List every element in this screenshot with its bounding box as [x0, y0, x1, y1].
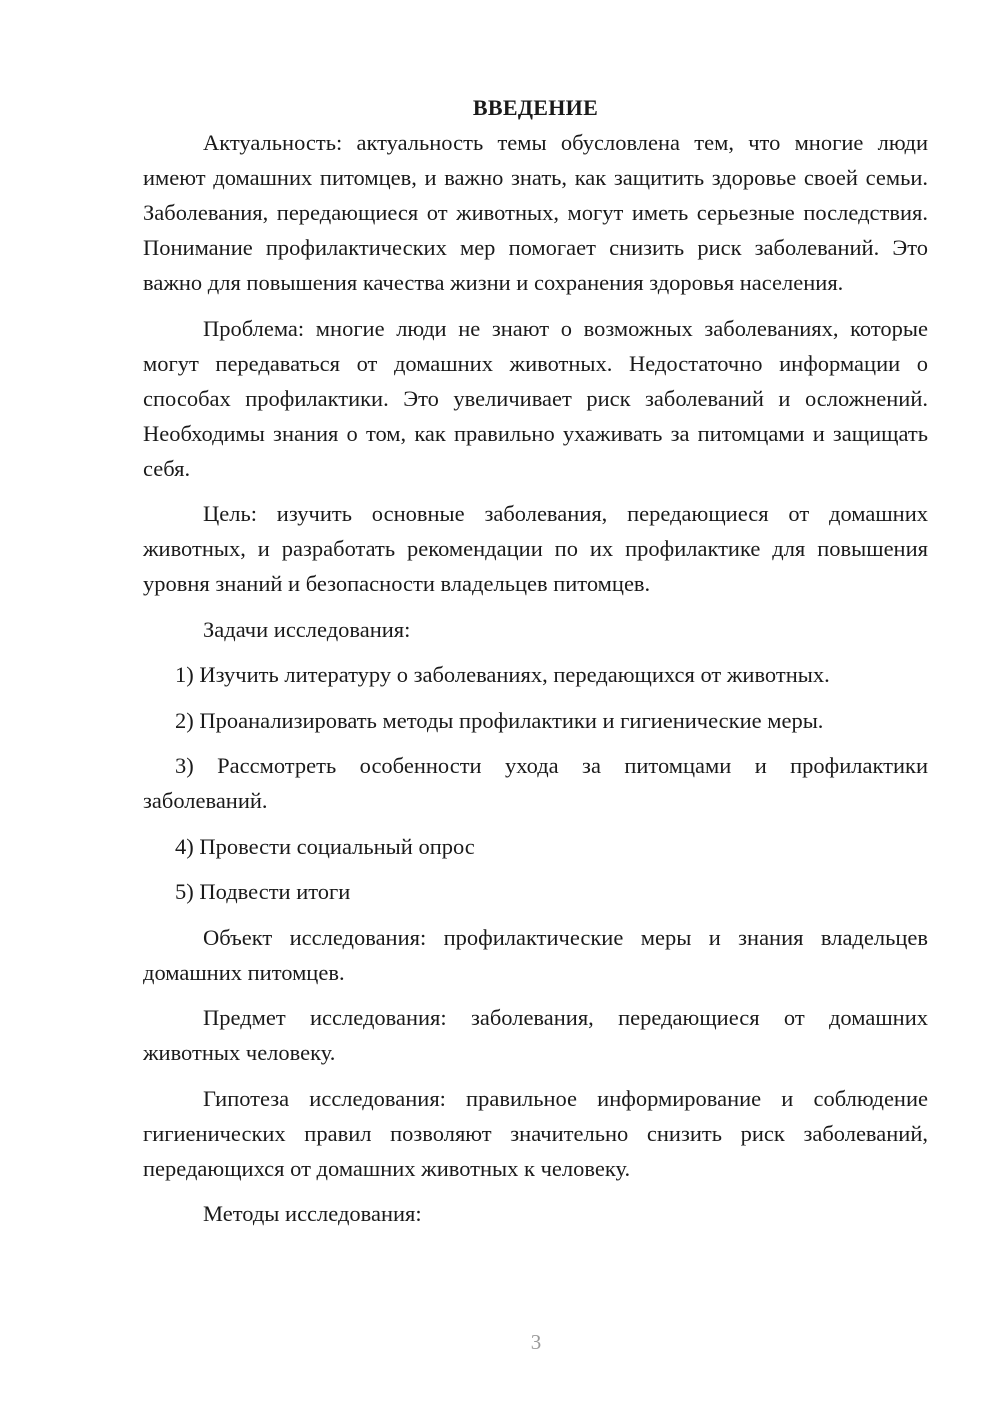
task-item: 5) Подвести итоги [175, 879, 351, 904]
methods-heading: Методы исследования: [203, 1201, 422, 1226]
tasks-list [143, 657, 928, 909]
subject-paragraph: Предмет исследования: заболевания, передающиеся от домашних животных человеку. [143, 1005, 928, 1065]
task-item: 4) Провести социальный опрос [175, 833, 475, 859]
goal-paragraph: Цель: изучить основные заболевания, передающиеся от домашних животных, и разработать рекомендации по их профилактике для повышения уровня знаний и безопасности владельцев питомцев. [143, 501, 928, 596]
object-paragraph: Объект исследования: профилактические меры и знания владельцев домашних питомцев. [143, 924, 928, 985]
tasks-heading: Задачи исследования: [203, 616, 411, 642]
task-item: 1) Изучить литературу о заболеваниях, передающихся от животных. [175, 662, 830, 687]
task-item: 2) Проанализировать методы профилактики и гигиенические меры. [175, 707, 824, 733]
hypothesis-paragraph: Гипотеза исследования: правильное информирование и соблюдение гигиенических правил позволяют значительно снизить риск заболеваний, передающихся от домашних животных к человеку. [143, 1085, 928, 1181]
page-number: 3 [530, 1330, 542, 1354]
problem-paragraph: Проблема: многие люди не знают о возможных заболеваниях, которые могут передаваться от домашних животных. Недостаточно информации о способах профилактики. Это увеличивает риск заболеваний и осложнений. Необходимы знания о том, как правильно ухаживать за питомцами и защищать себя. [143, 315, 928, 481]
task-item: 3) Рассмотреть особенности ухода за питомцами и профилактики заболеваний. [143, 753, 928, 813]
relevance-paragraph: Актуальность: актуальность темы обусловлена тем, что многие люди имеют домашних питомцев, и важно знать, как защитить здоровье своей семьи. Заболевания, передающиеся от животных, могут иметь серьезные последствия. Понимание профилактических мер помогает снизить риск заболеваний. Это важно для повышения качества жизни и сохранения здоровья населения. [143, 130, 928, 295]
section-title: ВВЕДЕНИЕ [472, 95, 599, 120]
document-page [143, 90, 928, 1242]
